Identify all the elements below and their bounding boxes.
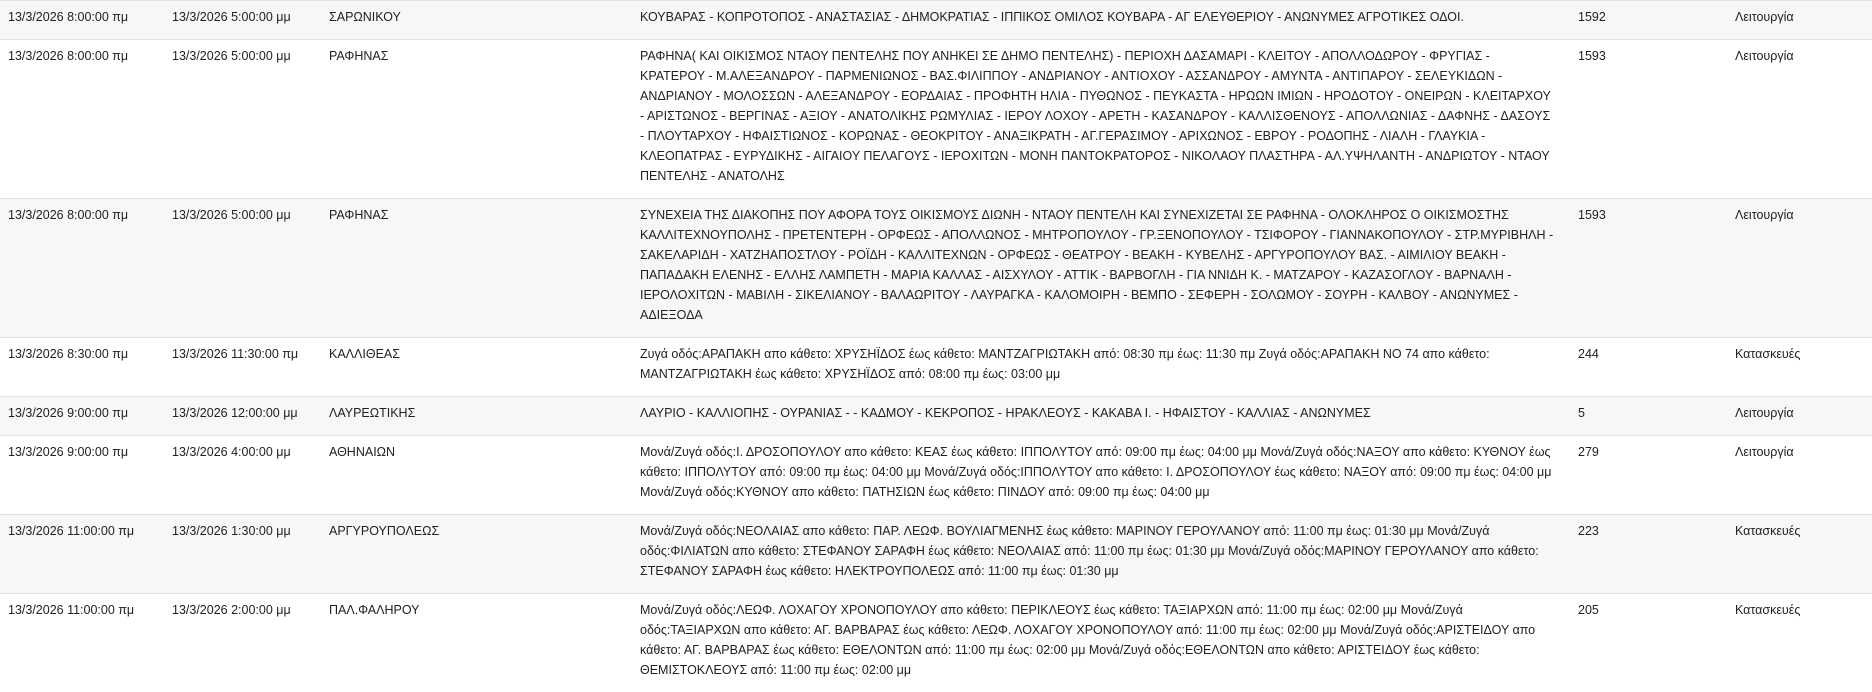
description-cell: ΣΥΝΕΧΕΙΑ ΤΗΣ ΔΙΑΚΟΠΗΣ ΠΟΥ ΑΦΟΡΑ ΤΟΥΣ ΟΙΚΙΣΜΟΥΣ ΔΙΩΝΗ - ΝΤΑΟΥ ΠΕΝΤΕΛΗ ΚΑΙ ΣΥΝΕΧΙΖΕΤΑΙ ΣΕ ΡΑΦΗΝΑ - ΟΛΟΚΛΗΡΟΣ Ο ΟΙΚΙΣΜΟΣΤΗΣ ΚΑΛΛΙΤΕΧΝΟΥΠΟΛΗΣ - ΠΡΕΤΕΝΤΕΡΗ - ΟΡΦΕΩΣ - ΑΠΟΛΛΩΝΟΣ - ΜΗΤΡΟΠΟΥΛΟΥ - ΓΡ.ΞΕΝΟΠΟΥΛΟΥ - ΤΣΙΦΟΡΟΥ - ΓΙΑΝΝΑΚΟΠΟΥΛΟΥ - ΣΤΡ.ΜΥΡΙΒΗΛΗ - ΣΑΚΕΛΑΡΙΔΗ - ΧΑΤΖΗΑΠΟΣΤΛΟΥ - ΡΟΪΔΗ - ΚΑΛΛΙΤΕΧΝΩΝ - ΟΡΦΕΩΣ - ΘΕΑΤΡΟΥ - ΒΕΑΚΗ - ΚΥΒΕΛΗΣ - ΑΡΓΥΡΟΠΟΥΛΟΥ ΒΑΣ. - ΑΙΜΙΛΙΟΥ ΒΕΑΚΗ - ΠΑΠΑΔΑΚΗ ΕΛΕΝΗΣ - ΕΛΛΗΣ ΛΑΜΠΕΤΗ - ΜΑΡΙΑ ΚΑΛΛΑΣ - ΑΙΣΧΥΛΟΥ - ΑΤΤΙΚ - ΒΑΡΒΟΓΛΗ - ΓΙΑ ΝΝΙΔΗ Κ. - ΜΑΤΖΑΡΟΥ - ΚΑΖΑΣΟΓΛΟΥ - ΒΑΡΝΑΛΗ - ΙΕΡΟΛΟΧΙΤΩΝ - ΜΑΒΙΛΗ - ΣΙΚΕΛΙΑΝΟΥ - ΒΑΛΑΩΡΙΤΟΥ - ΛΑΥΡΑΓΚΑ - ΚΑΛΟΜΟΙΡΗ - ΒΕΜΠΟ - ΣΕΦΕΡΗ - ΣΟΛΩΜΟΥ - ΣΟΥΡΗ - ΚΑΛΒΟΥ - ΑΝΩΝΥΜΕΣ - ΑΔΙΕΞΟΔΑ	[632, 199, 1570, 338]
outages-table-body	[0, 1, 1872, 692]
end-time-cell: 13/3/2026 4:00:00 μμ	[164, 436, 321, 515]
table-row[interactable]	[0, 40, 1872, 199]
start-time-cell: 13/3/2026 9:00:00 πμ	[0, 397, 164, 436]
number-cell: 205	[1570, 594, 1727, 692]
area-cell: ΣΑΡΩΝΙΚΟΥ	[321, 1, 632, 40]
start-time-cell: 13/3/2026 9:00:00 πμ	[0, 436, 164, 515]
end-time-cell: 13/3/2026 1:30:00 μμ	[164, 515, 321, 594]
end-time-cell: 13/3/2026 12:00:00 μμ	[164, 397, 321, 436]
start-time-cell: 13/3/2026 11:00:00 πμ	[0, 594, 164, 692]
description-cell: Ζυγά οδός:ΑΡΑΠΑΚΗ απο κάθετο: ΧΡΥΣΗΪΔΟΣ έως κάθετο: ΜΑΝΤΖΑΓΡΙΩΤΑΚΗ από: 08:30 πμ έως: 11:30 πμ Ζυγά οδός:ΑΡΑΠΑΚΗ ΝΟ 74 απο κάθετο: ΜΑΝΤΖΑΓΡΙΩΤΑΚΗ έως κάθετο: ΧΡΥΣΗΪΔΟΣ από: 08:00 πμ έως: 03:00 μμ	[632, 338, 1570, 397]
number-cell: 1593	[1570, 40, 1727, 199]
description-cell: Μονά/Ζυγά οδός:Ι. ΔΡΟΣΟΠΟΥΛΟΥ απο κάθετο: ΚΕΑΣ έως κάθετο: ΙΠΠΟΛΥΤΟΥ από: 09:00 πμ έως: 04:00 μμ Μονά/Ζυγά οδός:ΝΑΞΟΥ απο κάθετο: ΚΥΘΝΟΥ έως κάθετο: ΙΠΠΟΛΥΤΟΥ από: 09:00 πμ έως: 04:00 μμ Μονά/Ζυγά οδός:ΙΠΠΟΛΥΤΟΥ απο κάθετο: Ι. ΔΡΟΣΟΠΟΥΛΟΥ έως κάθετο: ΝΑΞΟΥ από: 09:00 πμ έως: 04:00 μμ Μονά/Ζυγά οδός:ΚΥΘΝΟΥ απο κάθετο: ΠΑΤΗΣΙΩΝ έως κάθετο: ΠΙΝΔΟΥ από: 09:00 πμ έως: 04:00 μμ	[632, 436, 1570, 515]
description-cell: ΛΑΥΡΙΟ - ΚΑΛΛΙΟΠΗΣ - ΟΥΡΑΝΙΑΣ - - ΚΑΔΜΟΥ - ΚΕΚΡΟΠΟΣ - ΗΡΑΚΛΕΟΥΣ - ΚΑΚΑΒΑ Ι. - ΗΦΑΙΣΤΟΥ - ΚΑΛΛΙΑΣ - ΑΝΩΝΥΜΕΣ	[632, 397, 1570, 436]
number-cell: 1592	[1570, 1, 1727, 40]
table-row[interactable]	[0, 199, 1872, 338]
table-row[interactable]	[0, 594, 1872, 692]
type-cell: Κατασκευές	[1727, 338, 1872, 397]
start-time-cell: 13/3/2026 8:00:00 πμ	[0, 199, 164, 338]
area-cell: ΑΡΓΥΡΟΥΠΟΛΕΩΣ	[321, 515, 632, 594]
type-cell: Λειτουργία	[1727, 1, 1872, 40]
number-cell: 223	[1570, 515, 1727, 594]
area-cell: ΡΑΦΗΝΑΣ	[321, 199, 632, 338]
start-time-cell: 13/3/2026 8:00:00 πμ	[0, 40, 164, 199]
description-cell: ΚΟΥΒΑΡΑΣ - ΚΟΠΡΟΤΟΠΟΣ - ΑΝΑΣΤΑΣΙΑΣ - ΔΗΜΟΚΡΑΤΙΑΣ - ΙΠΠΙΚΟΣ ΟΜΙΛΟΣ ΚΟΥΒΑΡΑ - ΑΓ ΕΛΕΥΘΕΡΙΟΥ - ΑΝΩΝΥΜΕΣ ΑΓΡΟΤΙΚΕΣ ΟΔΟΙ.	[632, 1, 1570, 40]
area-cell: ΑΘΗΝΑΙΩΝ	[321, 436, 632, 515]
type-cell: Κατασκευές	[1727, 594, 1872, 692]
start-time-cell: 13/3/2026 11:00:00 πμ	[0, 515, 164, 594]
description-cell: Μονά/Ζυγά οδός:ΝΕΟΛΑΙΑΣ απο κάθετο: ΠΑΡ. ΛΕΩΦ. ΒΟΥΛΙΑΓΜΕΝΗΣ έως κάθετο: ΜΑΡΙΝΟΥ ΓΕΡΟΥΛΑΝΟΥ από: 11:00 πμ έως: 01:30 μμ Μονά/Ζυγά οδός:ΦΙΛΙΑΤΩΝ απο κάθετο: ΣΤΕΦΑΝΟΥ ΣΑΡΑΦΗ έως κάθετο: ΝΕΟΛΑΙΑΣ από: 11:00 πμ έως: 01:30 μμ Μονά/Ζυγά οδός:ΜΑΡΙΝΟΥ ΓΕΡΟΥΛΑΝΟΥ απο κάθετο: ΣΤΕΦΑΝΟΥ ΣΑΡΑΦΗ έως κάθετο: ΗΛΕΚΤΡΟΥΠΟΛΕΩΣ από: 11:00 πμ έως: 01:30 μμ	[632, 515, 1570, 594]
type-cell: Λειτουργία	[1727, 436, 1872, 515]
table-row[interactable]	[0, 1, 1872, 40]
number-cell: 279	[1570, 436, 1727, 515]
area-cell: ΠΑΛ.ΦΑΛΗΡΟΥ	[321, 594, 632, 692]
start-time-cell: 13/3/2026 8:00:00 πμ	[0, 1, 164, 40]
type-cell: Λειτουργία	[1727, 199, 1872, 338]
start-time-cell: 13/3/2026 8:30:00 πμ	[0, 338, 164, 397]
end-time-cell: 13/3/2026 11:30:00 πμ	[164, 338, 321, 397]
area-cell: ΡΑΦΗΝΑΣ	[321, 40, 632, 199]
table-row[interactable]	[0, 397, 1872, 436]
table-row[interactable]	[0, 515, 1872, 594]
table-row[interactable]	[0, 338, 1872, 397]
description-cell: Μονά/Ζυγά οδός:ΛΕΩΦ. ΛΟΧΑΓΟΥ ΧΡΟΝΟΠΟΥΛΟΥ απο κάθετο: ΠΕΡΙΚΛΕΟΥΣ έως κάθετο: ΤΑΞΙΑΡΧΩΝ από: 11:00 πμ έως: 02:00 μμ Μονά/Ζυγά οδός:ΤΑΞΙΑΡΧΩΝ απο κάθετο: ΑΓ. ΒΑΡΒΑΡΑΣ έως κάθετο: ΛΕΩΦ. ΛΟΧΑΓΟΥ ΧΡΟΝΟΠΟΥΛΟΥ από: 11:00 πμ έως: 02:00 μμ Μονά/Ζυγά οδός:ΑΡΙΣΤΕΙΔΟΥ απο κάθετο: ΑΓ. ΒΑΡΒΑΡΑΣ έως κάθετο: ΕΘΕΛΟΝΤΩΝ από: 11:00 πμ έως: 02:00 μμ Μονά/Ζυγά οδός:ΕΘΕΛΟΝΤΩΝ απο κάθετο: ΑΡΙΣΤΕΙΔΟΥ έως κάθετο: ΘΕΜΙΣΤΟΚΛΕΟΥΣ από: 11:00 πμ έως: 02:00 μμ	[632, 594, 1570, 692]
number-cell: 1593	[1570, 199, 1727, 338]
number-cell: 5	[1570, 397, 1727, 436]
type-cell: Κατασκευές	[1727, 515, 1872, 594]
type-cell: Λειτουργία	[1727, 397, 1872, 436]
number-cell: 244	[1570, 338, 1727, 397]
description-cell: ΡΑΦΗΝΑ( ΚΑΙ ΟΙΚΙΣΜΟΣ ΝΤΑΟΥ ΠΕΝΤΕΛΗΣ ΠΟΥ ΑΝΗΚΕΙ ΣΕ ΔΗΜΟ ΠΕΝΤΕΛΗΣ) - ΠΕΡΙΟΧΗ ΔΑΣΑΜΑΡΙ - ΚΛΕΙΤΟΥ - ΑΠΟΛΛΟΔΩΡΟΥ - ΦΡΥΓΙΑΣ - ΚΡΑΤΕΡΟΥ - Μ.ΑΛΕΞΑΝΔΡΟΥ - ΠΑΡΜΕΝΙΩΝΟΣ - ΒΑΣ.ΦΙΛΙΠΠΟΥ - ΑΝΔΡΙΑΝΟΥ - ΑΝΤΙΟΧΟΥ - ΑΣΣΑΝΔΡΟΥ - ΑΜΥΝΤΑ - ΑΝΤΙΠΑΡΟΥ - ΣΕΛΕΥΚΙΔΩΝ - ΑΝΔΡΙΑΝΟΥ - ΜΟΛΟΣΣΩΝ - ΑΛΕΞΑΝΔΡΟΥ - ΕΟΡΔΑΙΑΣ - ΠΡΟΦΗΤΗ ΗΛΙΑ - ΠΥΘΩΝΟΣ - ΠΕΥΚΑΣΤΑ - ΗΡΩΩΝ ΙΜΙΩΝ - ΗΡΟΔΟΤΟΥ - ΟΝΕΙΡΩΝ - ΚΛΕΙΤΑΡΧΟΥ - ΑΡΙΣΤΩΝΟΣ - ΒΕΡΓΙΝΑΣ - ΑΞΙΟΥ - ΑΝΑΤΟΛΙΚΗΣ ΡΩΜΥΛΙΑΣ - ΙΕΡΟΥ ΛΟΧΟΥ - ΑΡΕΤΗ - ΚΑΣΑΝΔΡΟΥ - ΚΑΛΛΙΣΘΕΝΟΥΣ - ΑΠΟΛΛΩΝΙΑΣ - ΔΑΦΝΗΣ - ΔΑΣΟΥΣ - ΠΛΟΥΤΑΡΧΟΥ - ΗΦΑΙΣΤΙΩΝΟΣ - ΚΟΡΩΝΑΣ - ΘΕΟΚΡΙΤΟΥ - ΑΝΑΞΙΚΡΑΤΗ - ΑΓ.ΓΕΡΑΣΙΜΟΥ - ΑΡΙΧΩΝΟΣ - ΕΒΡΟΥ - ΡΟΔΟΠΗΣ - ΛΙΑΛΗ - ΓΛΑΥΚΙΑ - ΚΛΕΟΠΑΤΡΑΣ - ΕΥΡΥΔΙΚΗΣ - ΑΙΓΑΙΟΥ ΠΕΛΑΓΟΥΣ - ΙΕΡΟΧΙΤΩΝ - ΜΟΝΗ ΠΑΝΤΟΚΡΑΤΟΡΟΣ - ΝΙΚΟΛΑΟΥ ΠΛΑΣΤΗΡΑ - ΑΛ.ΥΨΗΛΑΝΤΗ - ΑΝΔΡΙΩΤΟΥ - ΝΤΑΟΥ ΠΕΝΤΕΛΗΣ - ΑΝΑΤΟΛΗΣ	[632, 40, 1570, 199]
end-time-cell: 13/3/2026 5:00:00 μμ	[164, 1, 321, 40]
end-time-cell: 13/3/2026 5:00:00 μμ	[164, 199, 321, 338]
end-time-cell: 13/3/2026 5:00:00 μμ	[164, 40, 321, 199]
area-cell: ΚΑΛΛΙΘΕΑΣ	[321, 338, 632, 397]
end-time-cell: 13/3/2026 2:00:00 μμ	[164, 594, 321, 692]
table-row[interactable]	[0, 436, 1872, 515]
type-cell: Λειτουργία	[1727, 40, 1872, 199]
area-cell: ΛΑΥΡΕΩΤΙΚΗΣ	[321, 397, 632, 436]
